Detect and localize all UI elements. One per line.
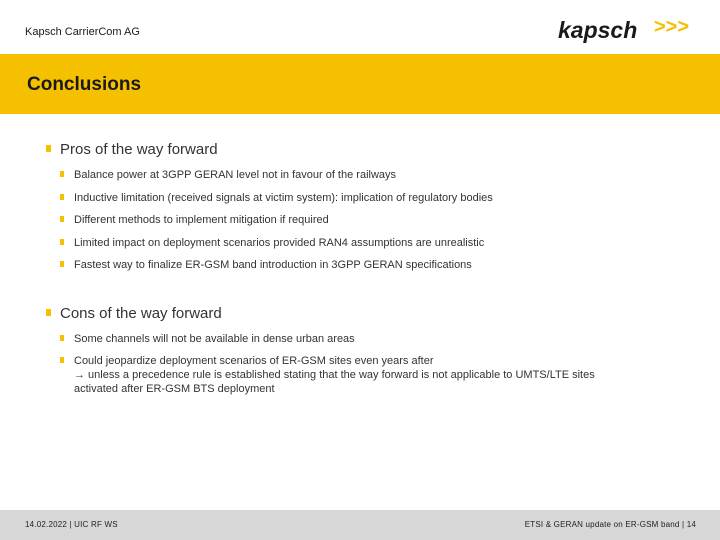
list-item: Some channels will not be available in dense urban areas: [60, 332, 355, 346]
list-item-continuation: activated after ER-GSM BTS deployment: [74, 383, 275, 395]
logo-arrows: >>>: [654, 16, 690, 38]
list-item: Inductive limitation (received signals at victim system): implication of regulatory bodies: [60, 191, 493, 205]
bullet-icon: [46, 145, 51, 152]
logo-text: kapsch: [558, 17, 638, 43]
bullet-icon: [60, 239, 64, 245]
slide-title: Conclusions: [27, 74, 142, 95]
list-item: Balance power at 3GPP GERAN level not in favour of the railways: [60, 168, 396, 182]
footer-date: 14.02.2022 | UIC RF WS: [25, 520, 118, 529]
list-item: Fastest way to finalize ER-GSM band introduction in 3GPP GERAN specifications: [60, 258, 472, 272]
bullet-icon: [60, 357, 64, 363]
bullet-icon: [60, 261, 64, 267]
bullet-icon: [60, 216, 64, 222]
kapsch-logo: [556, 14, 698, 48]
list-item: Could jeopardize deployment scenarios of ER-GSM sites even years after → unless a precedence rule is established stating that the way forward is not applicable to UMTS/LTE sites activated after ER-GSM BTS deployment: [60, 354, 595, 396]
bullet-icon: [60, 171, 64, 177]
footer-page: ETSI & GERAN update on ER-GSM band | 14: [524, 520, 696, 529]
list-item-continuation: → unless a precedence rule is established stating that the way forward is not applicable to UMTS/LTE sites: [74, 369, 595, 381]
section-heading: Pros of the way forward: [46, 141, 218, 158]
bullet-icon: [60, 194, 64, 200]
bullet-icon: [46, 309, 51, 316]
title-band: [0, 54, 720, 114]
company-name: Kapsch CarrierCom AG: [25, 26, 140, 38]
list-item: Different methods to implement mitigation if required: [60, 213, 329, 227]
bullet-icon: [60, 335, 64, 341]
list-item: Limited impact on deployment scenarios provided RAN4 assumptions are unrealistic: [60, 236, 484, 250]
section-heading: Cons of the way forward: [46, 305, 222, 322]
footer: [0, 510, 720, 540]
